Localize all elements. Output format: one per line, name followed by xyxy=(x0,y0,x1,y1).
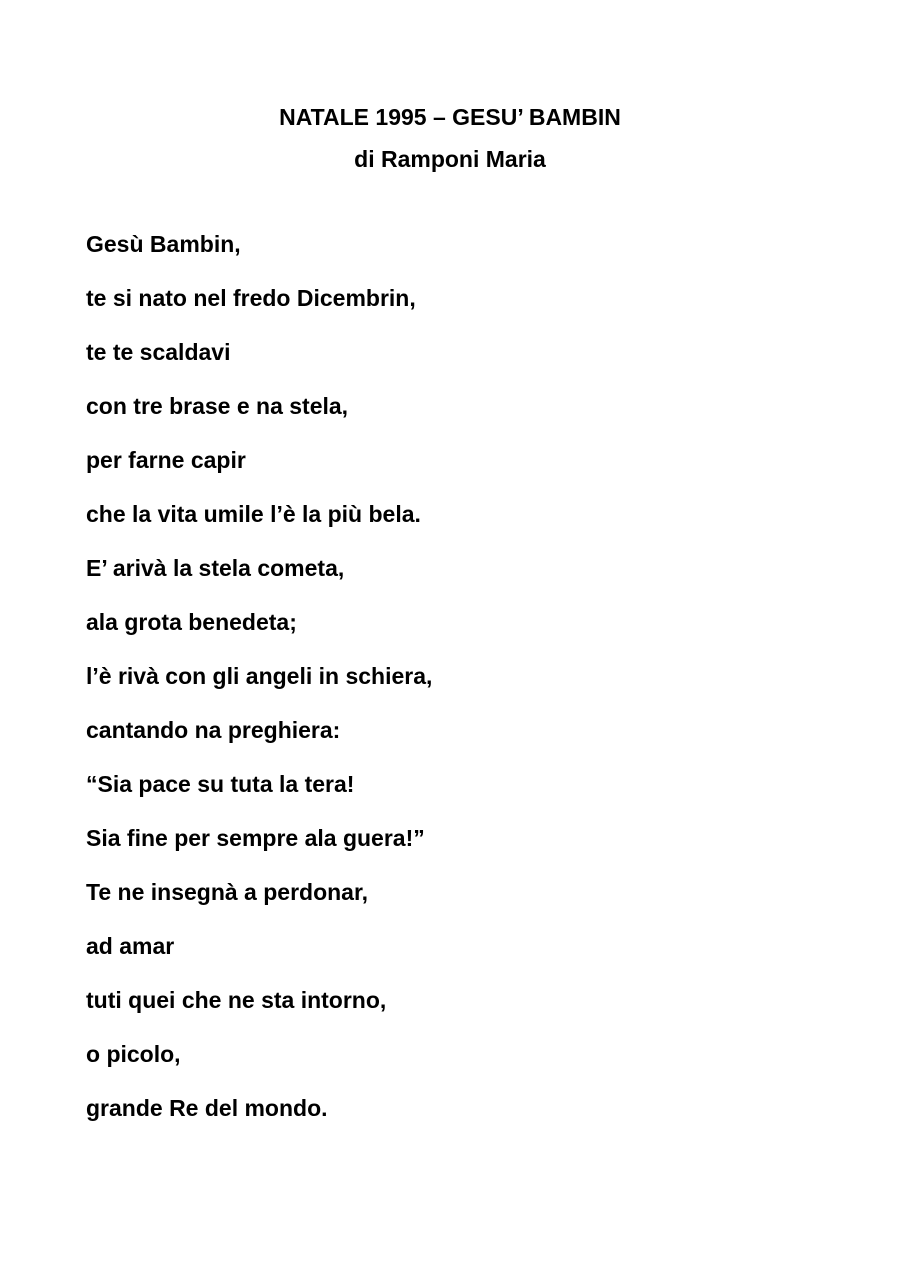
poem-line: per farne capir xyxy=(86,447,246,473)
poem-line: “Sia pace su tuta la tera! xyxy=(86,771,355,797)
poem-line: tuti quei che ne sta intorno, xyxy=(86,987,387,1013)
poem-line: o picolo, xyxy=(86,1041,181,1067)
poem-line: l’è rivà con gli angeli in schiera, xyxy=(86,663,433,689)
poem-author: di Ramponi Maria xyxy=(354,146,546,172)
poem-line: ad amar xyxy=(86,933,175,959)
poem-line: E’ arivà la stela cometa, xyxy=(86,555,345,581)
poem-line: grande Re del mondo. xyxy=(86,1095,328,1121)
poem-title: NATALE 1995 – GESU’ BAMBIN xyxy=(279,104,621,130)
document-header xyxy=(0,104,900,172)
poem-line: cantando na preghiera: xyxy=(86,717,341,743)
poem-body xyxy=(86,231,846,1149)
poem-line: ala grota benedeta; xyxy=(86,609,297,635)
poem-line: Gesù Bambin, xyxy=(86,231,241,257)
poem-line: con tre brase e na stela, xyxy=(86,393,349,419)
poem-line: che la vita umile l’è la più bela. xyxy=(86,501,421,527)
poem-line: te te scaldavi xyxy=(86,339,231,365)
poem-line: Sia fine per sempre ala guera!” xyxy=(86,825,425,851)
poem-line: te si nato nel fredo Dicembrin, xyxy=(86,285,416,311)
poem-line: Te ne insegnà a perdonar, xyxy=(86,879,369,905)
